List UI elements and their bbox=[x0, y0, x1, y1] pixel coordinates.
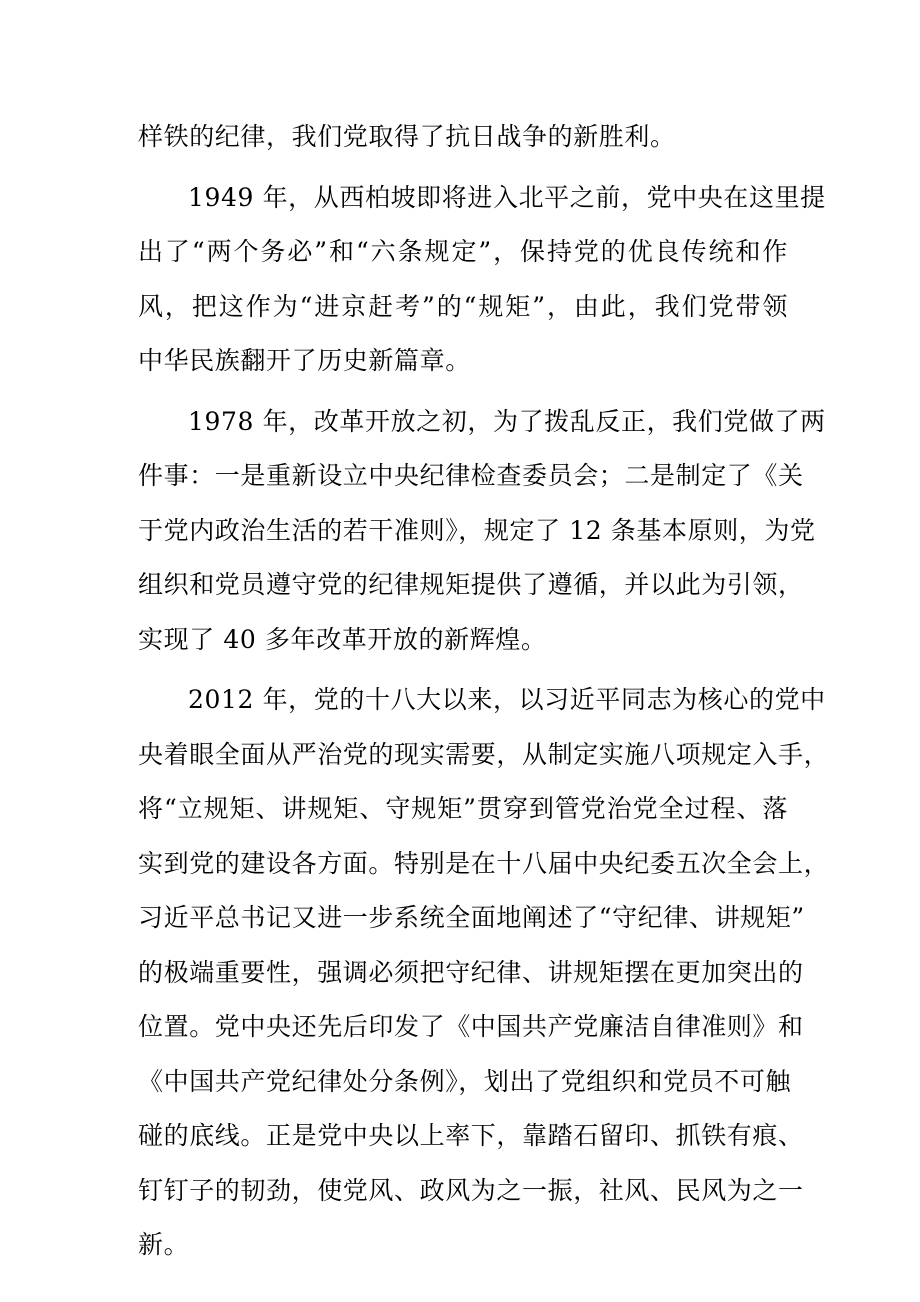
paragraph bbox=[138, 110, 788, 165]
text-line: 实到党的建设各方面。特别是在十八届中央纪委五次全会上， bbox=[138, 848, 830, 878]
text-line: 《中国共产党纪律处分条例》，划出了党组织和党员不可触 bbox=[138, 1066, 792, 1096]
text-line: 于党内政治生活的若干准则》，规定了 12 条基本原则，为党 bbox=[138, 515, 816, 545]
text-line: 1949 年，从西柏坡即将进入北平之前，党中央在这里提 bbox=[188, 182, 826, 212]
text-line: 位置。党中央还先后印发了《中国共产党廉洁自律准则》和 bbox=[138, 1012, 804, 1041]
paragraph bbox=[138, 395, 826, 668]
text-line: 实现了 40 多年改革开放的新辉煌。 bbox=[138, 624, 547, 654]
text-line: 风，把这作为“进京赶考”的“规矩”，由此，我们党带领 bbox=[138, 291, 788, 321]
body-text bbox=[138, 110, 830, 1273]
text-line: 样铁的纪律，我们党取得了抗日战争的新胜利。 bbox=[138, 122, 676, 151]
paragraph bbox=[138, 673, 830, 1273]
text-line: 组织和党员遵守党的纪律规矩提供了遵循，并以此为引领， bbox=[138, 570, 804, 599]
text-line: 将“立规矩、讲规矩、守规矩”贯穿到管党治党全过程、落 bbox=[138, 794, 788, 823]
text-line: 碰的底线。正是党中央以上率下，靠踏石留印、抓铁有痕、 bbox=[138, 1121, 804, 1150]
text-line: 1978 年，改革开放之初，为了拨乱反正，我们党做了两 bbox=[188, 406, 826, 436]
text-line: 件事：一是重新设立中央纪律检查委员会；二是制定了《关 bbox=[138, 461, 804, 490]
text-line: 出了“两个务必”和“六条规定”，保持党的优良传统和作 bbox=[138, 237, 788, 266]
text-line: 的极端重要性，强调必须把守纪律、讲规矩摆在更加突出的 bbox=[138, 957, 804, 987]
text-line: 央着眼全面从严治党的现实需要，从制定实施八项规定入手， bbox=[138, 739, 830, 769]
paragraph bbox=[138, 171, 826, 389]
text-line: 新。 bbox=[138, 1230, 190, 1259]
text-line: 钉钉子的韧劲，使党风、政风为之一振，社风、民风为之一 bbox=[138, 1175, 804, 1205]
text-line: 中华民族翻开了历史新篇章。 bbox=[138, 346, 471, 375]
text-line: 习近平总书记又进一步系统全面地阐述了“守纪律、讲规矩” bbox=[138, 903, 805, 932]
text-line: 2012 年，党的十八大以来，以习近平同志为核心的党中 bbox=[188, 685, 826, 714]
